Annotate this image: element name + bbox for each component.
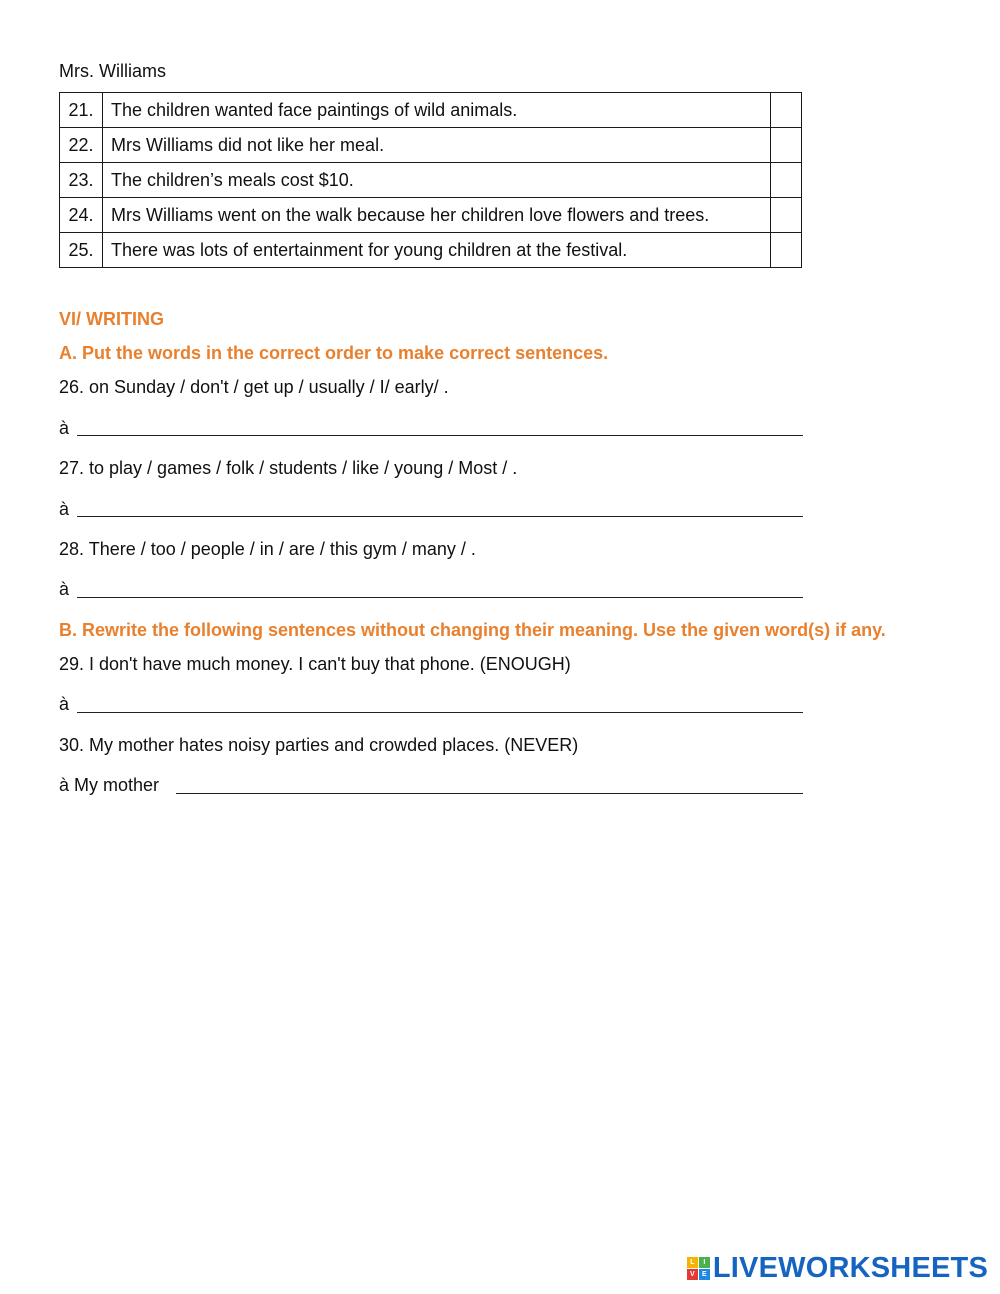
row-statement: The children’s meals cost $10. — [103, 163, 771, 198]
answer-cell[interactable] — [771, 163, 802, 198]
row-number: 21. — [60, 93, 103, 128]
table-row — [60, 198, 802, 233]
table-row — [60, 163, 802, 198]
row-number: 25. — [60, 233, 103, 268]
row-number: 24. — [60, 198, 103, 233]
row-number: 22. — [60, 128, 103, 163]
row-number: 23. — [60, 163, 103, 198]
question-28: 28. There / too / people / in / are / this gym / many / . — [59, 539, 476, 559]
answer-cell[interactable] — [771, 128, 802, 163]
answer-prefix-30: à My mother — [59, 775, 160, 795]
answer-line-28[interactable] — [77, 597, 803, 598]
answer-cell[interactable] — [771, 233, 802, 268]
question-29: 29. I don't have much money. I can't buy that phone. (ENOUGH) — [59, 654, 571, 674]
writing-heading: VI/ WRITING — [59, 309, 164, 329]
question-27: 27. to play / games / folk / students / like / young / Most / . — [59, 458, 518, 478]
row-statement: Mrs Williams went on the walk because her children love flowers and trees. — [103, 198, 771, 233]
logo-blocks-icon: L I V E — [687, 1257, 710, 1280]
arrow-symbol: à — [59, 694, 70, 714]
answer-line-29[interactable] — [77, 712, 803, 713]
arrow-symbol: à — [59, 418, 70, 438]
answer-line-27[interactable] — [77, 516, 803, 517]
logo-text: LIVEWORKSHEETS — [712, 1252, 988, 1284]
part-a-heading: A. Put the words in the correct order to make correct sentences. — [59, 343, 609, 363]
section-person-label: Mrs. Williams — [59, 61, 166, 81]
row-statement: Mrs Williams did not like her meal. — [103, 128, 771, 163]
arrow-symbol: à — [59, 579, 70, 599]
arrow-symbol: à — [59, 499, 70, 519]
table-row — [60, 233, 802, 268]
table-row — [60, 93, 802, 128]
part-b-heading: B. Rewrite the following sentences without changing their meaning. Use the given word(s) if any. — [59, 620, 886, 640]
question-30: 30. My mother hates noisy parties and crowded places. (NEVER) — [59, 735, 579, 755]
liveworksheets-logo — [687, 1252, 988, 1285]
table-row — [60, 128, 802, 163]
answer-line-26[interactable] — [77, 435, 803, 436]
row-statement: The children wanted face paintings of wild animals. — [103, 93, 771, 128]
answer-cell[interactable] — [771, 93, 802, 128]
question-26: 26. on Sunday / don't / get up / usually / I/ early/ . — [59, 377, 449, 397]
answer-line-30[interactable] — [176, 793, 803, 794]
row-statement: There was lots of entertainment for young children at the festival. — [103, 233, 771, 268]
true-false-table — [59, 92, 802, 268]
answer-cell[interactable] — [771, 198, 802, 233]
